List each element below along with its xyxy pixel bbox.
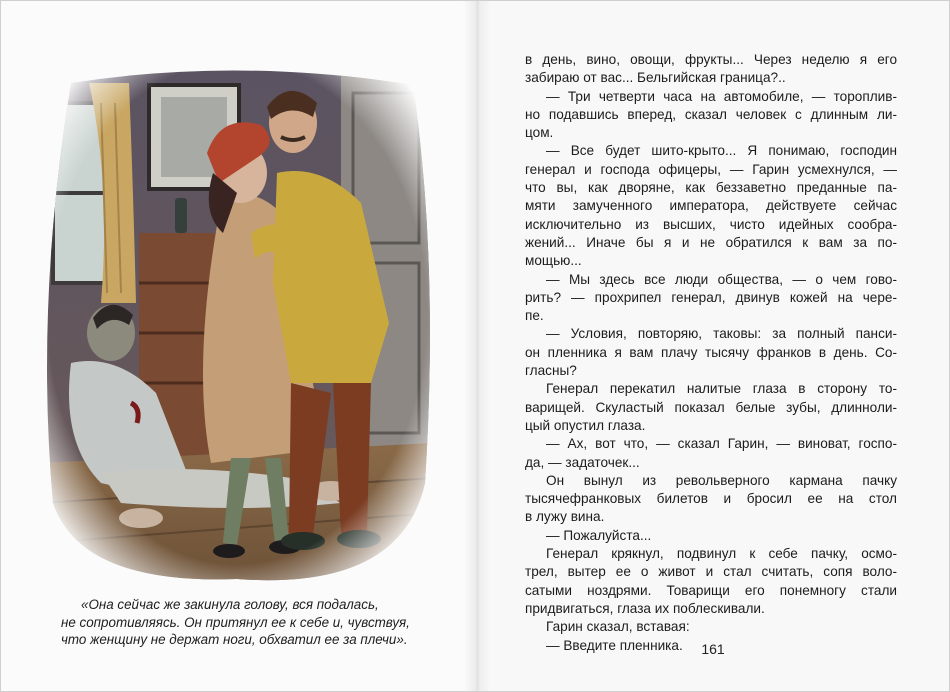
text-line: — Пожалуйста... — [546, 527, 652, 543]
text-line: цый опустил глаза. — [525, 417, 646, 433]
text-line: забираю от вас... Бельгийская граница?.. — [525, 70, 786, 86]
text-line: Генерал крякнул, подвинул к себе пачку, осмо- — [546, 546, 897, 562]
illustration — [41, 63, 433, 583]
text-line: гласны? — [525, 363, 577, 379]
text-line: — Введите пленника. — [546, 637, 683, 653]
text-line: сатыми ноздрями. Товарищи его понемногу стали — [525, 582, 897, 598]
caption-line: «Она сейчас же закинула голову, вся подалась, — [81, 597, 379, 612]
text-line: — Условия, повторяю, таковы: за полный панси- — [546, 326, 897, 342]
text-line: мощью... — [525, 253, 582, 269]
page-number-area — [477, 1, 949, 691]
caption-line: что женщину не держат ноги, обхватил ее за плечи». — [61, 632, 408, 647]
text-line: он пленника я вам плачу тысячу франков в день. Со- — [525, 344, 897, 360]
text-line: жений... Иначе бы я и не обратился к вам за по- — [525, 234, 897, 250]
text-line: но подавшись вперед, сказал человек с длинным ли- — [525, 106, 897, 122]
text-line: Генерал перекатил налитые глаза в сторону то- — [546, 381, 897, 397]
text-line: что вы, как дворяне, как беззаветно преданные па- — [525, 180, 897, 196]
text-line: рить? — прохрипел генерал, двинув кожей на чере- — [525, 289, 897, 305]
text-line: тысячефранковых билетов и бросил ее на стол — [525, 491, 897, 507]
text-line: Он вынул из револьверного кармана пачку — [546, 472, 897, 488]
text-line: пе. — [525, 308, 544, 324]
text-line: — Три четверти часа на автомобиле, — тороплив- — [546, 88, 897, 104]
text-line: исключительно из высших, чисто идейных сообра- — [525, 216, 897, 232]
illustration-caption — [61, 596, 413, 649]
text-line: в лужу вина. — [525, 509, 605, 525]
page-number: 161 — [701, 641, 725, 657]
text-line: — Мы здесь все люди общества, — о чем гово- — [546, 271, 897, 287]
text-line: — Ах, вот что, — сказал Гарин, — виноват, госпо- — [546, 436, 897, 452]
text-line: Гарин сказал, вставая: — [546, 619, 690, 635]
text-line: мяти замученного императора, действуете сейчас — [525, 198, 897, 214]
text-line: трел, вытер ее о живот и стал считать, сопя воло- — [525, 564, 897, 580]
text-line: варищей. Скуластый показал белые зубы, длинноли- — [525, 399, 897, 415]
text-line: да, — задаточек... — [525, 454, 640, 470]
caption-line: не сопротивляясь. Он притянул ее к себе и, чувствуя, — [61, 614, 410, 630]
text-line: — Все будет шито-крыто... Я понимаю, господин — [546, 143, 897, 159]
left-page — [1, 1, 477, 691]
text-line: цом. — [525, 125, 554, 141]
text-line: в день, вино, овощи, фрукты... Через неделю я его — [525, 52, 897, 67]
text-line: придвигаться, глаза их поблескивали. — [525, 600, 765, 616]
text-line: генерал и господа офицеры, — Гарин усмехнулся, — — [525, 161, 897, 177]
